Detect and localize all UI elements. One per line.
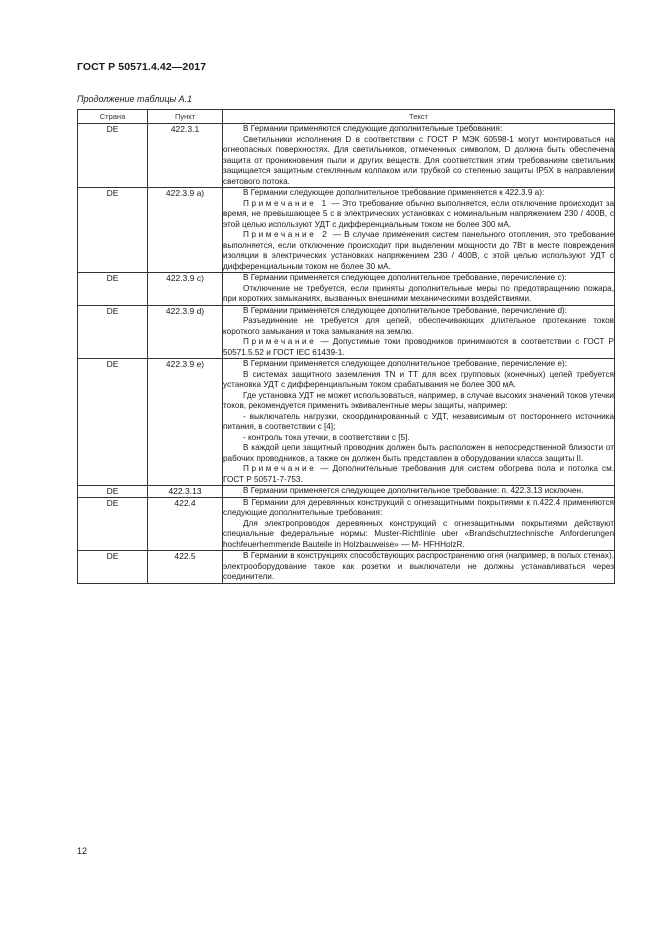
cell-item: 422.3.9 а) xyxy=(148,188,223,273)
cell-country: DE xyxy=(78,551,148,584)
cell-text xyxy=(223,486,615,498)
paragraph-text: Для электропроводок деревянных конструкций с огнезащитными покрытиями действуют специальные федеральные нормы: Muster-Richtlinie uber «Brandschutztechnische Anforderungen hochfeuerhemmende Bauteile in Holzbauweise» — M- HFHHolzR. xyxy=(223,518,614,549)
text-paragraph xyxy=(223,230,614,272)
cell-text xyxy=(223,497,615,551)
paragraph-text: - выключатель нагрузки, скоординированный с УДТ, независимым от постороннего источника питания, в соответствии с [4]; xyxy=(223,411,614,431)
table-row xyxy=(78,497,615,551)
cell-text xyxy=(223,305,615,359)
paragraph-text: В Германии применяется следующее дополнительное требование, перечисление с): xyxy=(243,273,567,282)
text-paragraph xyxy=(223,412,614,433)
paragraph-text: В Германии для деревянных конструкций с огнезащитными покрытиями к п.422.4 применяются следующие дополнительные требования: xyxy=(223,497,614,517)
paragraph-text: — Это требование обычно выполняется, если отключение происходит за время, не превышающее 5 с в электрических установках с номинальным напряжением 230 / 400В, с этой целью используют УДТ с дифференциальным током не более 300 мА. xyxy=(223,198,615,229)
cell-country: DE xyxy=(78,188,148,273)
paragraph-text: — Дополнительные требования для систем обогрева пола и потолка см. ГОСТ Р 50571-7-753. xyxy=(223,464,614,484)
column-header-country: Страна xyxy=(78,110,148,124)
cell-text xyxy=(223,273,615,306)
table-row xyxy=(78,273,615,306)
cell-item: 422.3.9 d) xyxy=(148,305,223,359)
cell-text xyxy=(223,359,615,486)
text-paragraph xyxy=(223,359,614,370)
text-paragraph xyxy=(223,135,614,188)
paragraph-text: В Германии применяется следующее дополнительное требование, перечисление d): xyxy=(243,305,568,315)
text-paragraph xyxy=(223,464,614,485)
paragraph-text: — В случае применения систем панельного отопления, это требование выполняется, если отключение происходит при выделении мощности до 7Вт в месте повреждения изоляции в электрических установках напряжением 230 / 400В, с этой целью используют УДТ с дифференциальным током не более 30 мА. xyxy=(223,230,614,271)
cell-text xyxy=(223,124,615,188)
table-row xyxy=(78,188,615,273)
text-paragraph xyxy=(223,306,614,317)
cell-country: DE xyxy=(78,124,148,188)
note-label: Примечание 2 xyxy=(243,230,330,239)
text-paragraph xyxy=(223,433,614,444)
text-paragraph xyxy=(223,519,614,551)
paragraph-text: В каждой цепи защитный проводник должен быть расположен в непосредственной близости от рабочих проводников, а также он должен быть представлен в оборудовании класса защиты II. xyxy=(223,443,614,463)
text-paragraph xyxy=(223,199,614,231)
cell-country: DE xyxy=(78,359,148,486)
table-row xyxy=(78,486,615,498)
paragraph-text: В Германии применяется следующее дополнительное требование, перечисление е): xyxy=(243,359,568,368)
cell-country: DE xyxy=(78,273,148,306)
text-paragraph xyxy=(223,284,614,305)
text-paragraph xyxy=(223,498,614,519)
paragraph-text: Разъединение не требуется для цепей, обеспечивающих длительное протекание токов короткого замыкания и тока замыкания на землю. xyxy=(223,316,614,336)
cell-item: 422.3.9 с) xyxy=(148,273,223,306)
paragraph-text: — Допустимые токи проводников принимаются в соответствии с ГОСТ Р 50571.5.52 и ГОСТ IEC 61439-1. xyxy=(223,337,614,357)
cell-item: 422.3.9 е) xyxy=(148,359,223,486)
text-paragraph xyxy=(223,551,614,583)
page-number: 12 xyxy=(77,846,88,856)
cell-item: 422.3.1 xyxy=(148,124,223,188)
document-code: ГОСТ Р 50571.4.42—2017 xyxy=(77,61,207,73)
paragraph-text: Где установка УДТ не может использоваться, например, в случае высоких значений токов утечки токов, рекомендуется применить эквивалентные меры защиты, например: xyxy=(223,390,614,410)
cell-text xyxy=(223,188,615,273)
text-paragraph xyxy=(223,188,614,199)
cell-text xyxy=(223,551,615,584)
paragraph-text: Светильники исполнения D в соответствии с ГОСТ Р МЭК 60598-1 могут монтироваться на огнеопасных поверхностях. Для светильников, отмеченных символом, D должна быть обеспечена защита от проникновения пыли и других веществ. Для соответствия этим требованиям светильник защищается защитным стеклянным колпаком или трубкой со степенью защиты IP5X в направлении светового потока. xyxy=(223,134,614,186)
table-row xyxy=(78,551,615,584)
paragraph-text: В Германии применяется следующее дополнительное требование: п. 422.3.13 исключен. xyxy=(243,486,584,495)
cell-country: DE xyxy=(78,486,148,498)
text-paragraph xyxy=(223,443,614,464)
table-row xyxy=(78,305,615,359)
column-header-item: Пункт xyxy=(148,110,223,124)
requirements-table xyxy=(77,109,615,584)
paragraph-text: Отключение не требуется, если приняты дополнительные меры по предотвращению пожара, при коротких замыканиях, вызванных внешними механическими воздействиями. xyxy=(223,283,614,303)
text-paragraph xyxy=(223,273,614,284)
text-paragraph xyxy=(223,316,614,337)
paragraph-text: - контроль тока утечки, в соответствии с [5]. xyxy=(243,432,410,442)
table-row xyxy=(78,124,615,188)
table-header-row xyxy=(78,110,615,124)
cell-item: 422.5 xyxy=(148,551,223,584)
note-label: Примечание xyxy=(243,464,317,473)
paragraph-text: В Германии применяются следующие дополнительные требования: xyxy=(243,124,503,133)
text-paragraph xyxy=(223,370,614,391)
cell-item: 422.4 xyxy=(148,497,223,551)
note-label: Примечание 1 xyxy=(243,198,329,208)
paragraph-text: В Германии в конструкциях способствующих распространению огня (например, в полых стенах), электрооборудование такое как розетки и выключатели не должны устанавливаться через соединители. xyxy=(223,551,614,581)
table-caption: Продолжение таблицы А.1 xyxy=(77,94,193,104)
column-header-text: Текст xyxy=(223,110,615,124)
text-paragraph xyxy=(223,486,614,497)
text-paragraph xyxy=(223,124,614,135)
cell-country: DE xyxy=(78,305,148,359)
paragraph-text: В Германии следующее дополнительное требование применяется к 422.3.9 а): xyxy=(243,188,545,197)
text-paragraph xyxy=(223,391,614,412)
note-label: Примечание xyxy=(243,337,317,346)
cell-item: 422.3.13 xyxy=(148,486,223,498)
text-paragraph xyxy=(223,337,614,358)
paragraph-text: В системах защитного заземления TN и TT для всех групповых (конечных) цепей требуется установка УДТ с дифференциальным током срабатывания не более 300 мА. xyxy=(223,369,614,389)
table-row xyxy=(78,359,615,486)
cell-country: DE xyxy=(78,497,148,551)
